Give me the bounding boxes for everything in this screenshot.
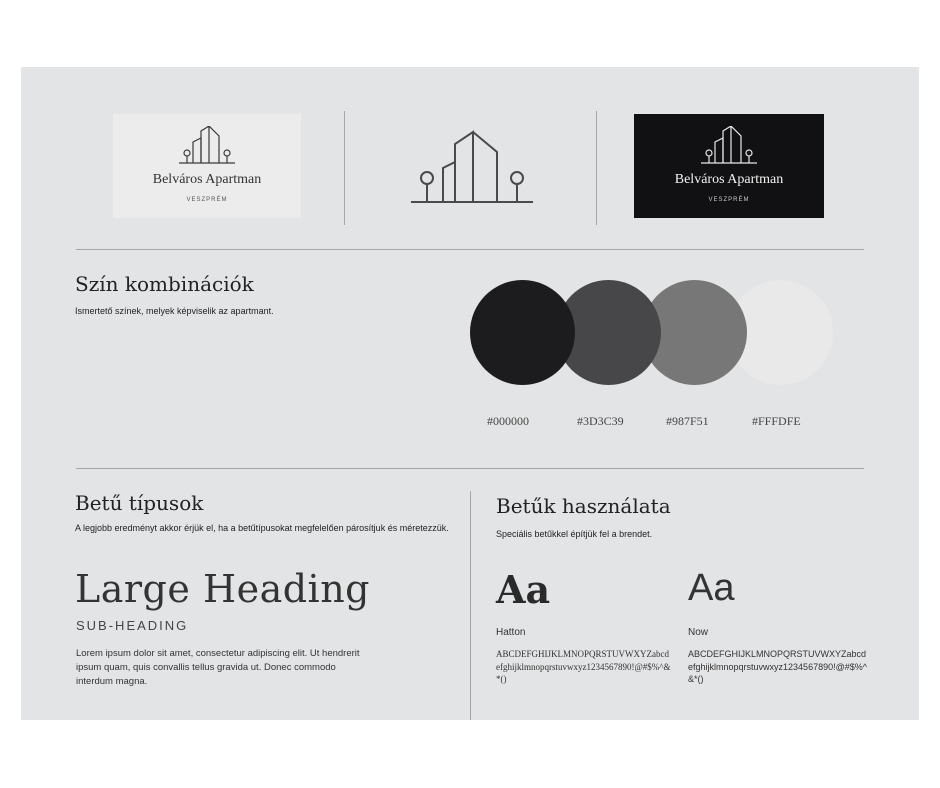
logo-location-light: VESZPRÉM <box>186 197 228 203</box>
divider <box>344 111 345 225</box>
large-heading-sample: Large Heading <box>75 567 371 611</box>
color-swatch <box>470 280 575 385</box>
building-logo-large-icon <box>409 130 535 206</box>
fonts-title: Betű típusok <box>75 491 204 515</box>
color-hex-label: #000000 <box>487 414 529 428</box>
sub-heading-sample: SUB-HEADING <box>76 618 189 633</box>
colors-title: Szín kombinációk <box>75 272 254 296</box>
charset-now: ABCDEFGHIJKLMNOPQRSTUVWXYZabcdefghijklmnopqrstuvwxyz1234567890!@#$%^&*() <box>688 649 867 684</box>
color-hex-label: #FFFDFE <box>752 414 801 428</box>
usage-description: Speciális betűkkel építjük fel a brendet. <box>496 529 653 539</box>
font-name-now: Now <box>688 627 709 638</box>
body-text-sample: Lorem ipsum dolor sit amet, consectetur adipiscing elit. Ut hendrerit ipsum quam, quis convallis tellus gravida ut. Donec commodo interdum magna. <box>76 648 360 687</box>
divider <box>596 111 597 225</box>
logo-name-light: Belváros Apartman <box>152 172 262 187</box>
fonts-description: A legjobb eredményt akkor érjük el, ha a betűtípusokat megfelelően párosítjuk és méretezzük. <box>75 523 449 533</box>
logo-light-variant <box>113 114 301 218</box>
charset-hatton: ABCDEFGHIJKLMNOPQRSTUVWXYZabcdefghijklmnopqrstuvwxyz1234567890!@#$%^&*() <box>496 649 671 684</box>
brand-board <box>21 67 919 720</box>
logo-dark-variant <box>634 114 824 218</box>
logo-location-dark: VESZPRÉM <box>708 197 750 203</box>
font-sample-now: Aa <box>688 567 735 609</box>
usage-title: Betűk használata <box>496 494 671 518</box>
colors-description: Ismertető színek, melyek képviselik az apartmant. <box>75 306 274 316</box>
building-logo-icon <box>175 126 239 166</box>
color-hex-label: #3D3C39 <box>577 414 624 428</box>
logo-name-dark: Belváros Apartman <box>674 172 784 187</box>
section-divider <box>76 249 864 250</box>
column-divider <box>470 491 471 720</box>
building-logo-icon <box>697 126 761 166</box>
section-divider <box>76 468 864 469</box>
font-sample-hatton: Aa <box>496 567 551 612</box>
font-name-hatton: Hatton <box>496 627 526 638</box>
color-hex-label: #987F51 <box>666 414 709 428</box>
